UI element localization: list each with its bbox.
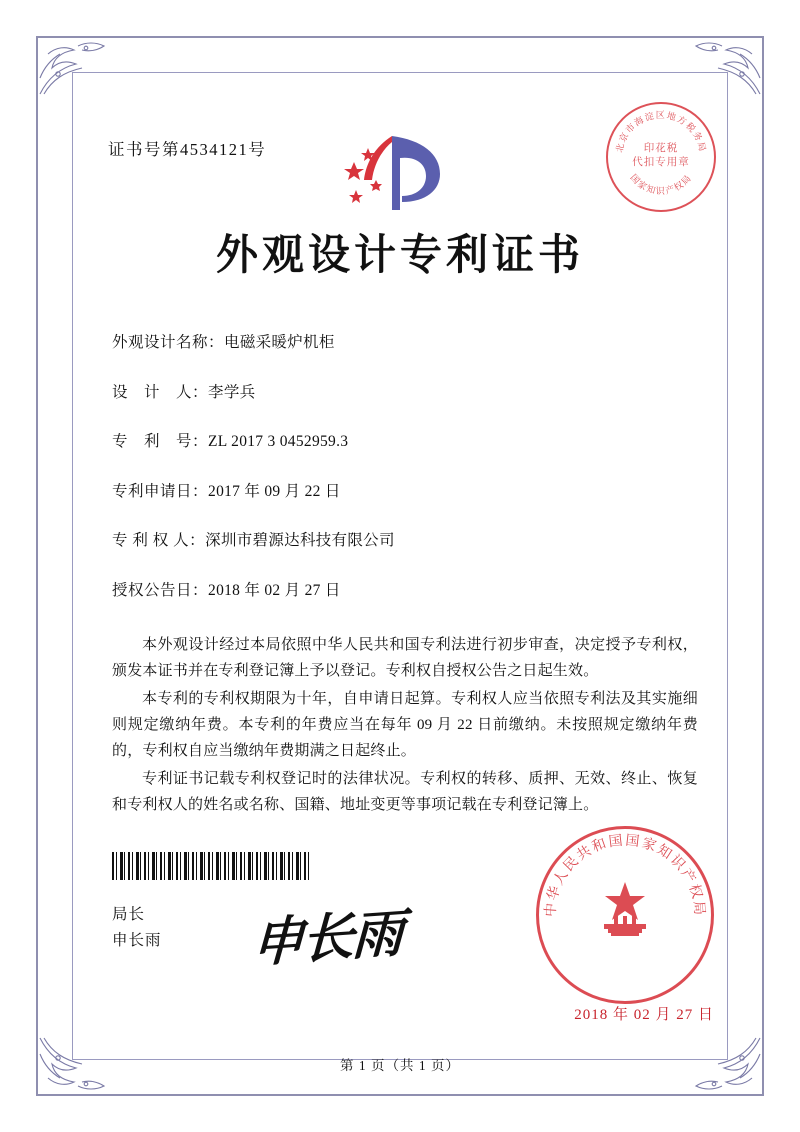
field-label: 外观设计名称： bbox=[112, 334, 225, 351]
seal-top-center-line2: 代扣专用章 bbox=[632, 157, 690, 168]
corner-ornament-icon bbox=[38, 38, 112, 96]
national-emblem-icon bbox=[588, 878, 662, 952]
field-row bbox=[112, 433, 704, 452]
page-footer: 第 1 页（共 1 页） bbox=[340, 1058, 460, 1073]
seal-top-arc-bottom: 国家知识产权局 bbox=[628, 172, 694, 196]
field-row bbox=[112, 334, 704, 353]
field-list bbox=[96, 334, 704, 601]
field-row bbox=[112, 384, 704, 403]
seal-main-arc-text: 中华人民共和国国家知识产权局 bbox=[543, 833, 707, 918]
field-value: 李学兵 bbox=[208, 383, 256, 401]
barcode bbox=[112, 852, 312, 880]
field-value: 电磁采暖炉机柜 bbox=[224, 334, 335, 351]
field-row bbox=[112, 532, 704, 551]
seal-top-center-line1: 印花税 bbox=[643, 143, 679, 154]
national-ip-office-seal bbox=[536, 826, 714, 1004]
field-label: 设 计 人： bbox=[112, 383, 209, 401]
field-value: ZL 2017 3 0452959.3 bbox=[208, 433, 349, 451]
field-label: 专利申请日： bbox=[112, 482, 209, 500]
field-value: 深圳市碧源达科技有限公司 bbox=[205, 532, 395, 550]
signature-name: 申长雨 bbox=[112, 931, 162, 949]
field-label: 专 利 权 人： bbox=[112, 532, 206, 550]
seal-top-arc-top: 北京市海淀区地方税务局 bbox=[614, 110, 708, 154]
field-label: 专 利 号： bbox=[112, 433, 209, 451]
paragraph: 本外观设计经过本局依照中华人民共和国专利法进行初步审查，决定授予专利权，颁发本证书并在专利登记簿上予以登记。专利权自授权公告之日起生效。 bbox=[112, 636, 698, 679]
field-row bbox=[112, 483, 704, 502]
signature-role: 局长 bbox=[112, 905, 146, 923]
page-title: 外观设计专利证书 bbox=[215, 233, 584, 279]
field-label: 授权公告日： bbox=[112, 581, 209, 599]
issue-date: 2018 年 02 月 27 日 bbox=[574, 1007, 714, 1023]
paragraph: 本专利的专利权期限为十年，自申请日起算。专利权人应当依照专利法及其实施细则规定缴纳年费。本专利的年费应当在每年 09 月 22 日前缴纳。未按照规定缴纳年费的，专利权自应当缴纳年费期满之日起终止。 bbox=[112, 690, 698, 759]
field-value: 2018 年 02 月 27 日 bbox=[208, 581, 341, 599]
handwritten-signature: 申长雨 bbox=[250, 905, 403, 973]
corner-ornament-icon bbox=[688, 38, 762, 96]
paragraph: 专利证书记载专利权登记时的法律状况。专利权的转移、质押、无效、终止、恢复和专利权人的姓名或名称、国籍、地址变更等事项记载在专利登记簿上。 bbox=[112, 770, 698, 813]
certificate-number: 证书号第4534121号 bbox=[108, 140, 267, 159]
field-row bbox=[112, 582, 704, 601]
field-value: 2017 年 09 月 22 日 bbox=[208, 482, 341, 500]
legal-text bbox=[96, 632, 704, 818]
